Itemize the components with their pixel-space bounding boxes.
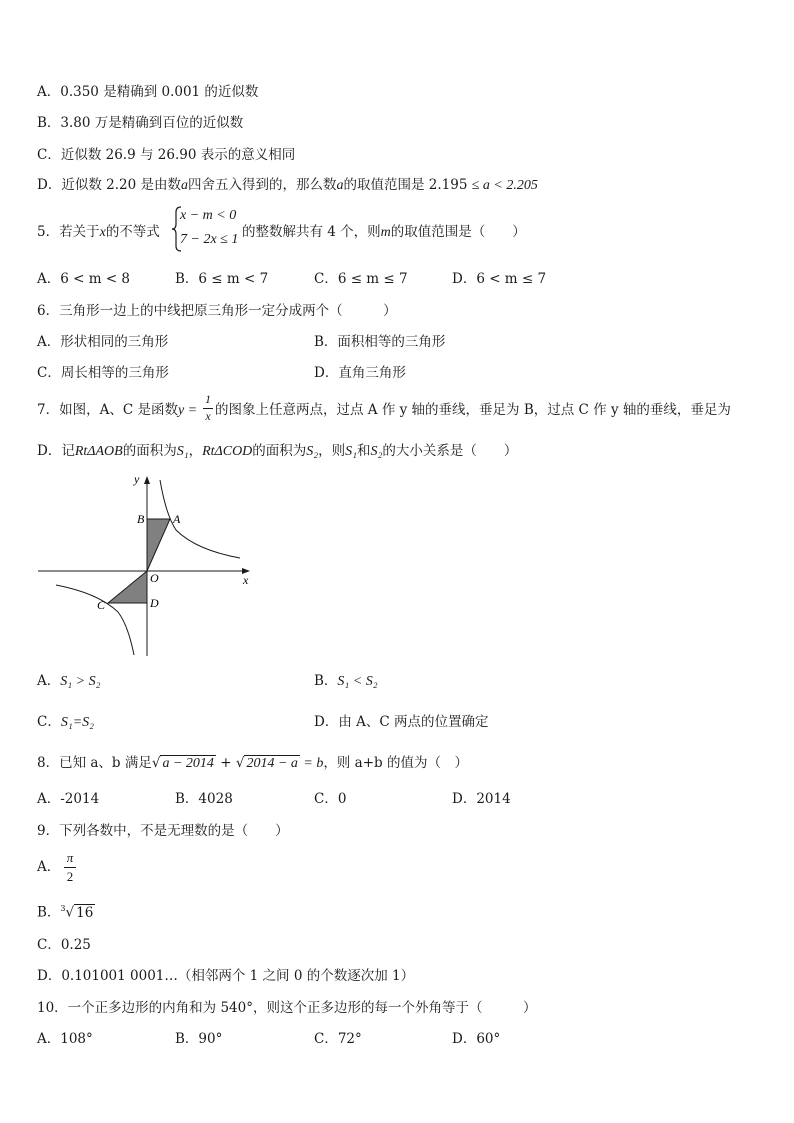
q7-frac-num: 1 (205, 392, 211, 406)
triangle-cod (108, 571, 147, 603)
q7-option-b: B．S₁ < S₂ (314, 673, 378, 689)
q4-option-c: C．近似数 26.9 与 26.90 表示的意义相同 (37, 147, 296, 163)
q8-option-c: C．0 (314, 791, 347, 807)
q9-option-a-num: π (66, 850, 74, 865)
q5-option-a: A．6 < m < 8 (37, 271, 131, 287)
q9-option-a-label: A． (37, 859, 61, 875)
q5-option-b: B．6 ≤ m < 7 (175, 271, 269, 287)
label-a: A (173, 512, 181, 526)
q8-stem: 8．已知 a、b 满足√ a − 2014 + √ 2014 − a = b，则 a+b 的值为（ ） (37, 755, 468, 771)
q6-stem: 6．三角形一边上的中线把原三角形一定分成两个（ ） (37, 303, 397, 319)
q9-stem: 9．下列各数中，不是无理数的是（ ） (37, 823, 289, 839)
q4-option-d: D．近似数 2.20 是由数a四舍五入得到的，那么数a的取值范围是 2.195 ≤ a < 2.205 (37, 177, 538, 193)
q5-option-d: D．6 < m ≤ 7 (452, 271, 547, 287)
q5-option-c: C．6 ≤ m ≤ 7 (314, 271, 408, 287)
q9-option-b: B．$^3$√ 16 (37, 904, 94, 921)
q9-option-d: D．0.101001 0001…（相邻两个 1 之间 0 的个数逐次加 1） (37, 968, 415, 984)
q10-option-b: B．90° (175, 1031, 223, 1047)
q9-option-c: C．0.25 (37, 937, 91, 953)
q6-option-d: D．直角三角形 (314, 365, 406, 381)
q10-stem: 10．一个正多边形的内角和为 540°，则这个正多边形的每一个外角等于（ ） (37, 1000, 537, 1016)
q7-stem-post: 的图象上任意两点，过点 A 作 y 轴的垂线，垂足为 B，过点 C 作 y 轴的垂线，垂足为 (215, 402, 731, 418)
q5-inequality-1: x − m < 0 (180, 208, 237, 223)
q7-stem-pre: 7．如图，A、C 是函数y = (37, 402, 198, 418)
hyperbola-branch-1 (160, 480, 240, 558)
label-x: x (243, 573, 249, 587)
label-b: B (137, 512, 145, 526)
label-d: D (150, 596, 159, 610)
triangle-aob (147, 519, 170, 571)
label-c: C (97, 598, 106, 612)
q8-option-d: D．2014 (452, 791, 511, 807)
q10-option-c: C．72° (314, 1031, 362, 1047)
q8-option-b: B．4028 (175, 791, 233, 807)
q10-option-a: A．108° (37, 1031, 93, 1047)
q5-inequality-2: 7 − 2x ≤ 1 (180, 232, 239, 247)
y-axis-arrow (144, 476, 150, 484)
q9-option-a-den: 2 (66, 869, 74, 884)
q4-option-a: A．0.350 是精确到 0.001 的近似数 (37, 84, 259, 100)
q7-option-a: A．S₁ > S₂ (37, 673, 101, 689)
q5-stem-pre: 5．若关于x的不等式 (37, 224, 160, 240)
q7-option-c: C．S₁=S₂ (37, 714, 95, 730)
q5-stem-post: 的整数解共有 4 个，则m的取值范围是（ ） (242, 224, 526, 240)
q6-option-a: A．形状相同的三角形 (37, 334, 169, 350)
q10-option-d: D．60° (452, 1031, 501, 1047)
q9-option-a-line (64, 867, 76, 868)
q8-option-a: A．-2014 (37, 791, 100, 807)
q7-stem-line2: D．记RtΔAOB的面积为S₁，RtΔCOD的面积为S₂，则S₁和S₂的大小关系是（ ） (37, 443, 518, 459)
q7-option-d: D．由 A、C 两点的位置确定 (314, 714, 489, 730)
q6-option-c: C．周长相等的三角形 (37, 365, 169, 381)
q4-option-b: B．3.80 万是精确到百位的近似数 (37, 115, 244, 131)
q6-option-b: B．面积相等的三角形 (314, 334, 446, 350)
label-o: O (150, 571, 159, 585)
label-y: y (134, 472, 140, 486)
q7-frac-den: x (205, 409, 211, 423)
q7-function-graph (36, 470, 256, 660)
